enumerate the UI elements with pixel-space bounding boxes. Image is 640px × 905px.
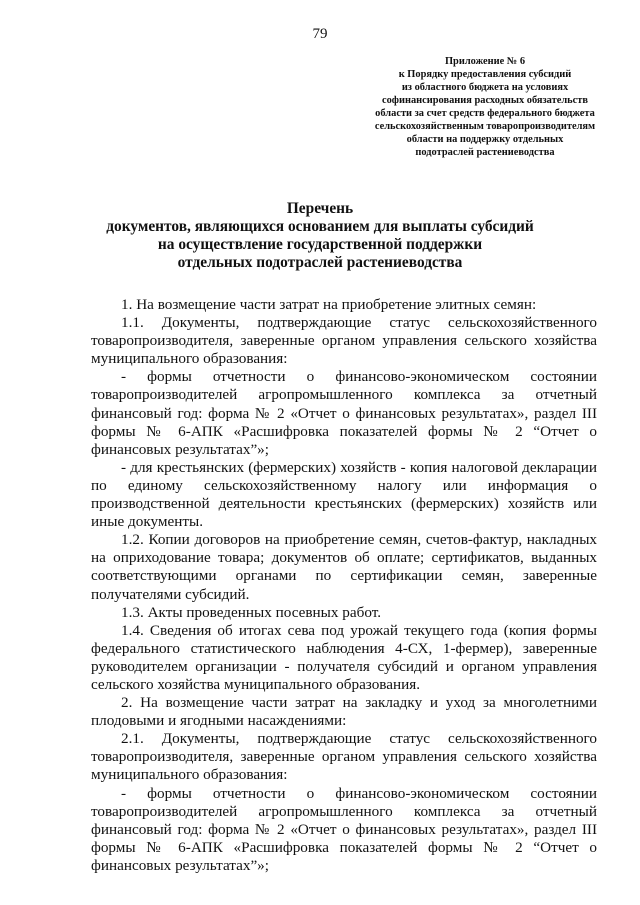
appendix-line: сельскохозяйственным товаропроизводителям <box>374 121 596 132</box>
title-line: на осуществление государственной поддержки <box>157 236 483 253</box>
paragraph-2: 2. На возмещение части затрат на закладку и уход за многолетними плодовыми и ягодными насаждениями: <box>91 694 597 730</box>
paragraph-1-1: 1.1. Документы, подтверждающие статус сельскохозяйственного товаропроизводителя, заверенные органом управления сельского хозяйства муниципального образования: <box>91 314 597 368</box>
title-line: отдельных подотраслей растениеводства <box>177 254 463 271</box>
appendix-line: из областного бюджета на условиях <box>401 82 569 93</box>
page-number: 79 <box>312 26 328 42</box>
paragraph-1-2: 1.2. Копии договоров на приобретение семян, счетов-фактур, накладных на оприходование товара; документов об оплате; сертификатов, выданных соответствующими органами по сертификации семян, заверенные получателями субсидий. <box>91 531 597 603</box>
appendix-line: области на поддержку отдельных <box>406 134 564 145</box>
paragraph-1-4: 1.4. Сведения об итогах сева под урожай текущего года (копия формы федерального статистического наблюдения 4-СХ, 1-фермер), заверенные руководителем организации - получателя субсидий и органом управления сельского хозяйства муниципального образования. <box>91 621 597 693</box>
paragraph-farms: - для крестьянских (фермерских) хозяйств - копия налоговой декларации по единому сельскохозяйственному налогу или информация о производственной деятельности крестьянских (фермерских) хозяйств или иные документы. <box>91 458 597 531</box>
paragraph-1-3: 1.3. Акты проведенных посевных работ. <box>121 603 382 621</box>
appendix-line: подотраслей растениеводства <box>415 147 555 158</box>
paragraph-forms-1: - формы отчетности о финансово-экономическом состоянии товаропроизводителей агропромышленного комплекса за отчетный финансовый год: форма № 2 «Отчет о финансовых результатах», раздел III формы № 6-АПК «Расшифровка показателей формы № 2 “Отчет о финансовых результатах”»; <box>91 368 597 458</box>
appendix-line: к Порядку предоставления субсидий <box>398 69 572 80</box>
paragraph-1: 1. На возмещение части затрат на приобретение элитных семян: <box>121 296 537 313</box>
title-line: документов, являющихся основанием для выплаты субсидий <box>106 218 534 235</box>
appendix-line: софинансирования расходных обязательств <box>382 95 588 106</box>
paragraph-forms-2: - формы отчетности о финансово-экономическом состоянии товаропроизводителей агропромышленного комплекса за отчетный финансовый год: форма № 2 «Отчет о финансовых результатах», раздел III формы № 6-АПК «Расшифровка показателей формы № 2 “Отчет о финансовых результатах”»; <box>91 784 597 874</box>
document-body <box>91 296 597 875</box>
title-line: Перечень <box>286 200 354 217</box>
document-title <box>70 200 570 272</box>
appendix-line: области за счет средств федерального бюджета <box>375 108 595 119</box>
appendix-line: Приложение № 6 <box>444 56 526 67</box>
paragraph-2-1: 2.1. Документы, подтверждающие статус сельскохозяйственного товаропроизводителя, заверенные органом управления сельского хозяйства муниципального образования: <box>91 730 597 784</box>
appendix-note <box>340 55 630 159</box>
